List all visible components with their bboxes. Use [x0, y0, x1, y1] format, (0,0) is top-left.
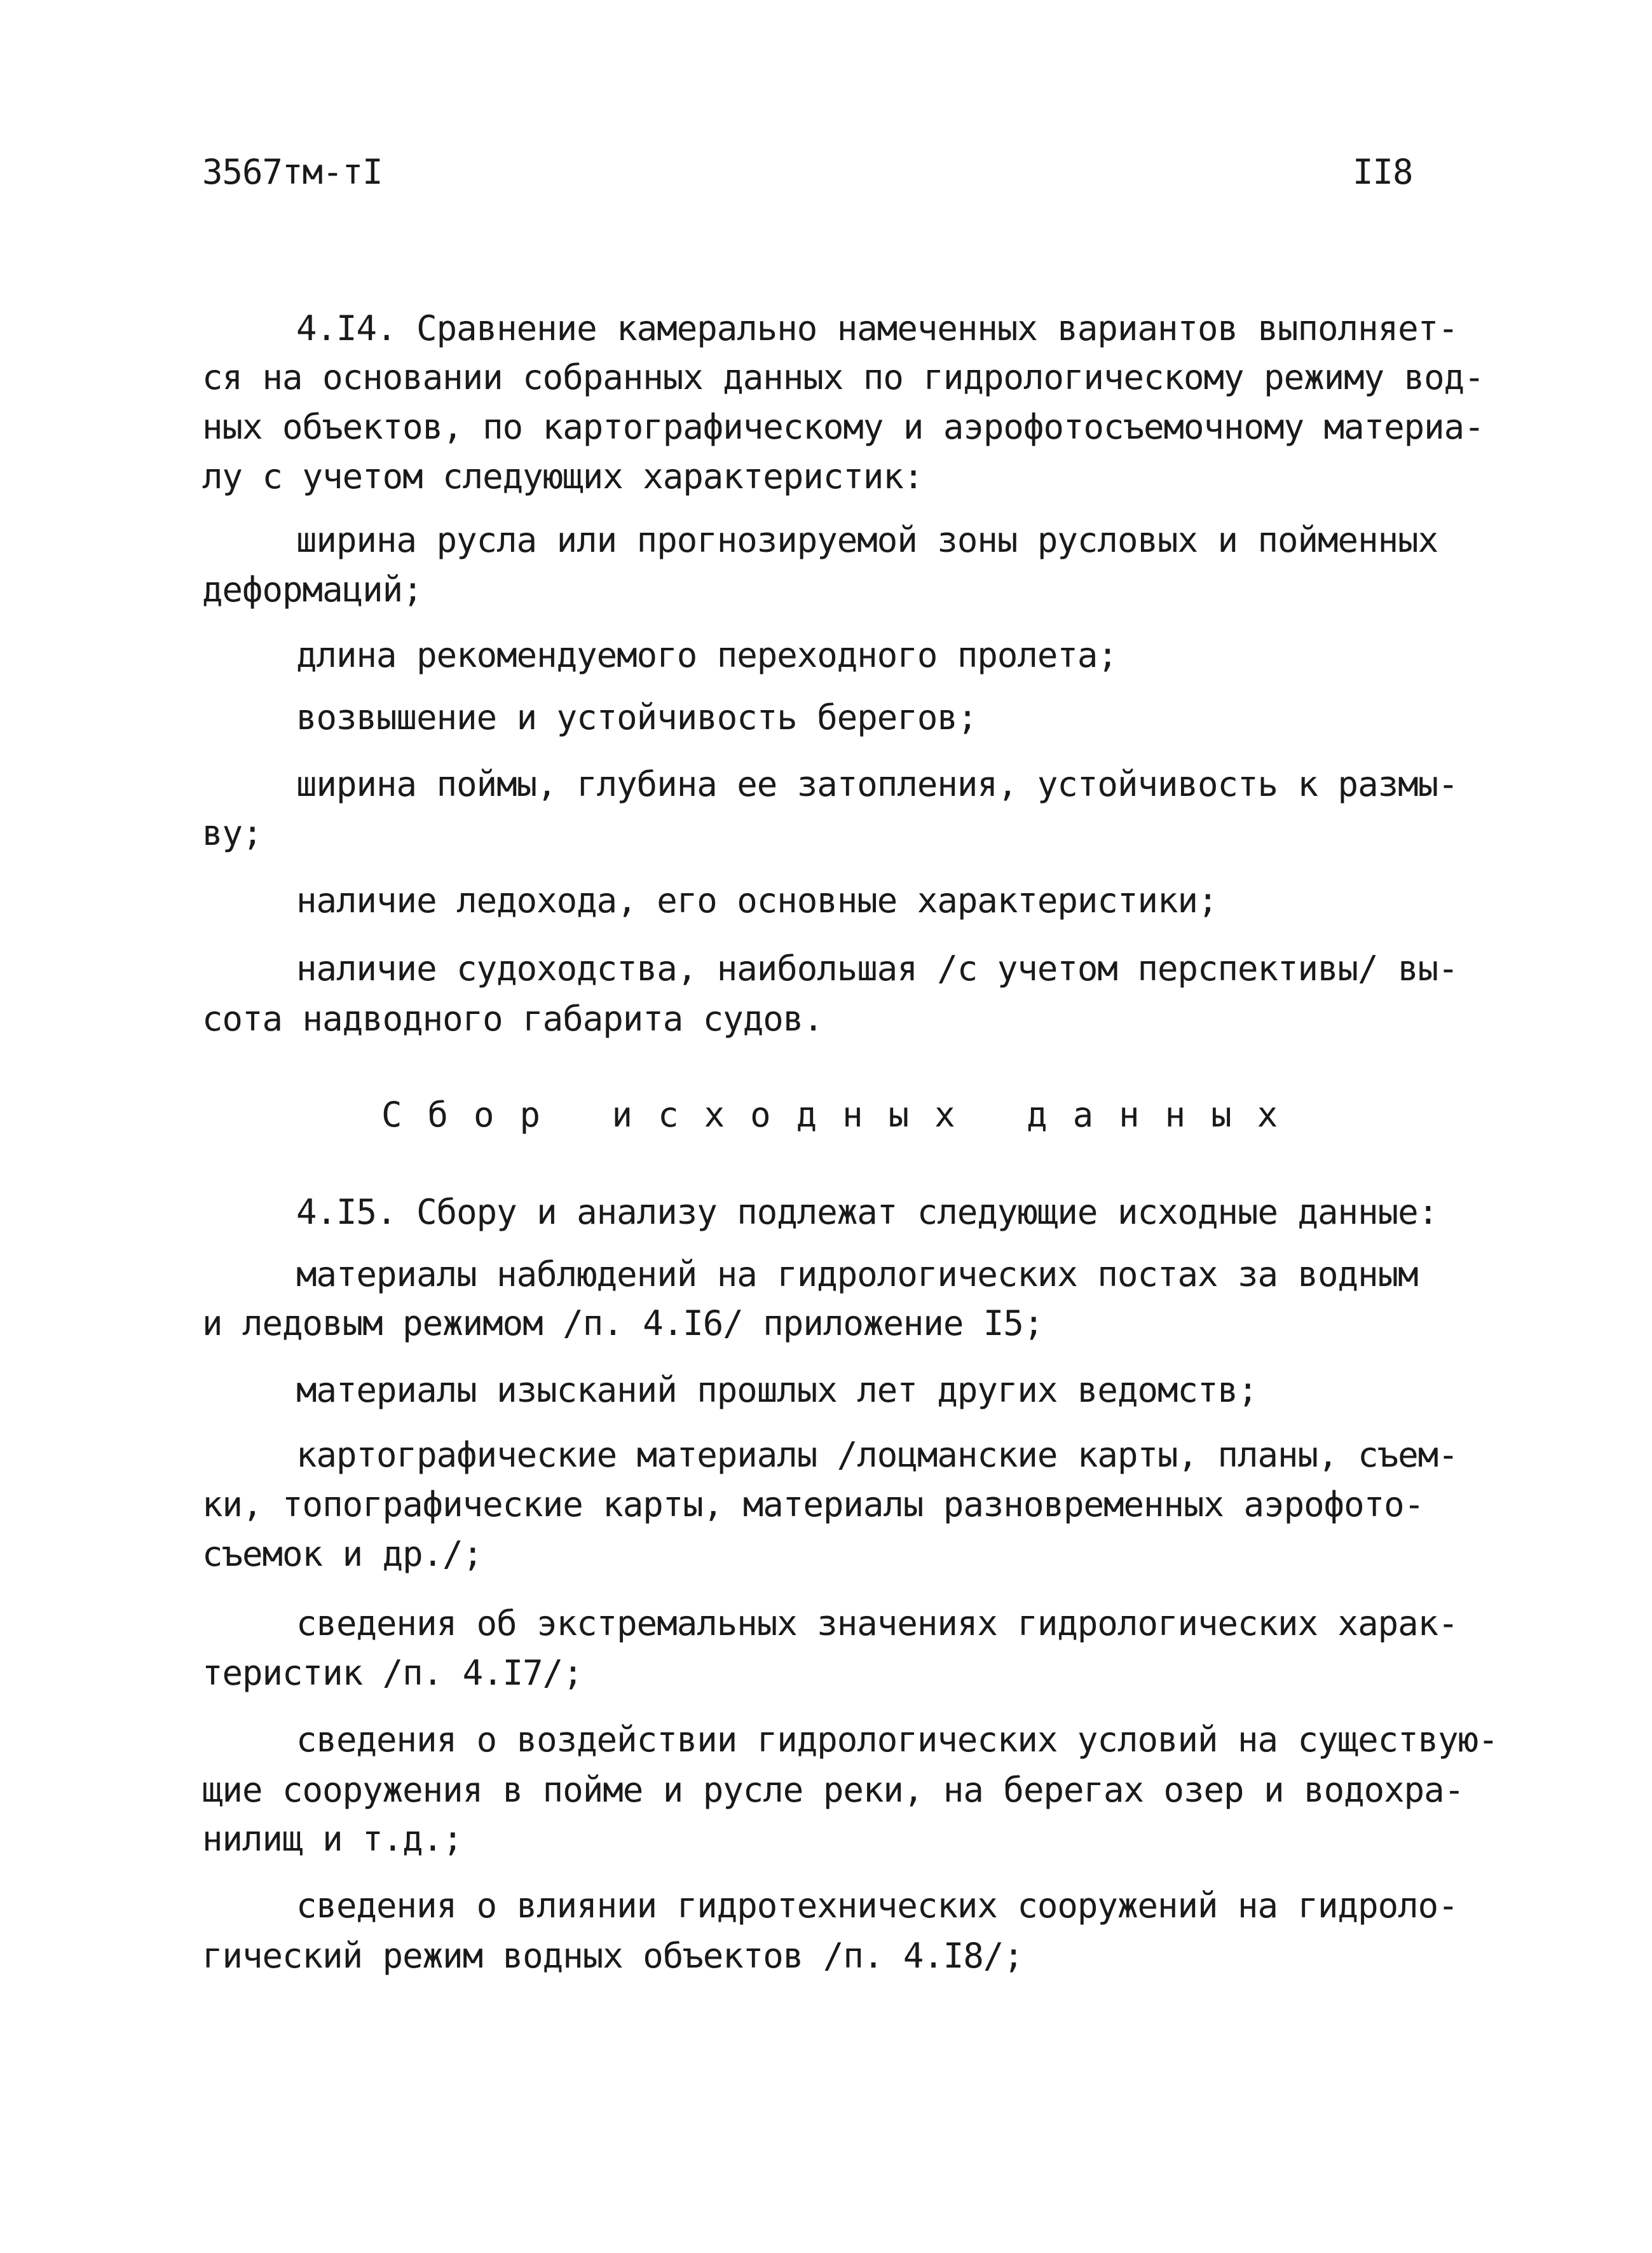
paragraph-line: ся на основании собранных данных по гидрологическому режиму вод- [202, 357, 1484, 397]
paragraph-line: лу с учетом следующих характеристик: [202, 456, 924, 496]
list-item-line: материалы изысканий прошлых лет других ведомств; [296, 1370, 1258, 1410]
list-item-line: сведения о влиянии гидротехнических сооружений на гидроло- [296, 1886, 1458, 1926]
page-number: II8 [1353, 152, 1413, 192]
section-heading: Сбор исходных данных [381, 1095, 1304, 1135]
list-item-line: теристик /п. 4.I7/; [202, 1653, 583, 1693]
list-item-line: сведения о воздействии гидрологических условий на существую- [296, 1720, 1498, 1760]
paragraph-line: 4.I5. Сбору и анализу подлежат следующие исходные данные: [296, 1192, 1438, 1232]
list-item-line: деформаций; [202, 570, 423, 610]
list-item-line: съемок и др./; [202, 1534, 483, 1574]
list-item-line: наличие судоходства, наибольшая /с учетом перспективы/ вы- [296, 948, 1458, 989]
list-item-line: возвышение и устойчивость берегов; [296, 697, 978, 737]
paragraph-line: ных объектов, по картографическому и аэрофотосъемочному материа- [202, 407, 1484, 447]
list-item-line: и ледовым режимом /п. 4.I6/ приложение I5; [202, 1303, 1044, 1343]
list-item-line: ширина поймы, глубина ее затопления, устойчивость к размы- [296, 764, 1458, 804]
list-item-line: ки, топографические карты, материалы разновременных аэрофото- [202, 1484, 1424, 1524]
paragraph-line: 4.I4. Сравнение камерально намеченных вариантов выполняет- [296, 308, 1458, 348]
document-code: 3567тм-тI [202, 152, 383, 192]
list-item-line: нилищ и т.д.; [202, 1819, 463, 1859]
list-item-line: гический режим водных объектов /п. 4.I8/; [202, 1936, 1023, 1976]
list-item-line: щие сооружения в пойме и русле реки, на берегах озер и водохра- [202, 1770, 1464, 1810]
list-item-line: сота надводного габарита судов. [202, 999, 823, 1039]
list-item-line: сведения об экстремальных значениях гидрологических харак- [296, 1603, 1458, 1643]
list-item-line: картографические материалы /лоцманские карты, планы, съем- [296, 1435, 1458, 1475]
list-item-line: длина рекомендуемого переходного пролета; [296, 635, 1117, 675]
list-item-line: наличие ледохода, его основные характеристики; [296, 880, 1218, 921]
list-item-line: ву; [202, 813, 263, 853]
list-item-line: ширина русла или прогнозируемой зоны русловых и пойменных [296, 520, 1438, 560]
list-item-line: материалы наблюдений на гидрологических постах за водным [296, 1254, 1418, 1294]
